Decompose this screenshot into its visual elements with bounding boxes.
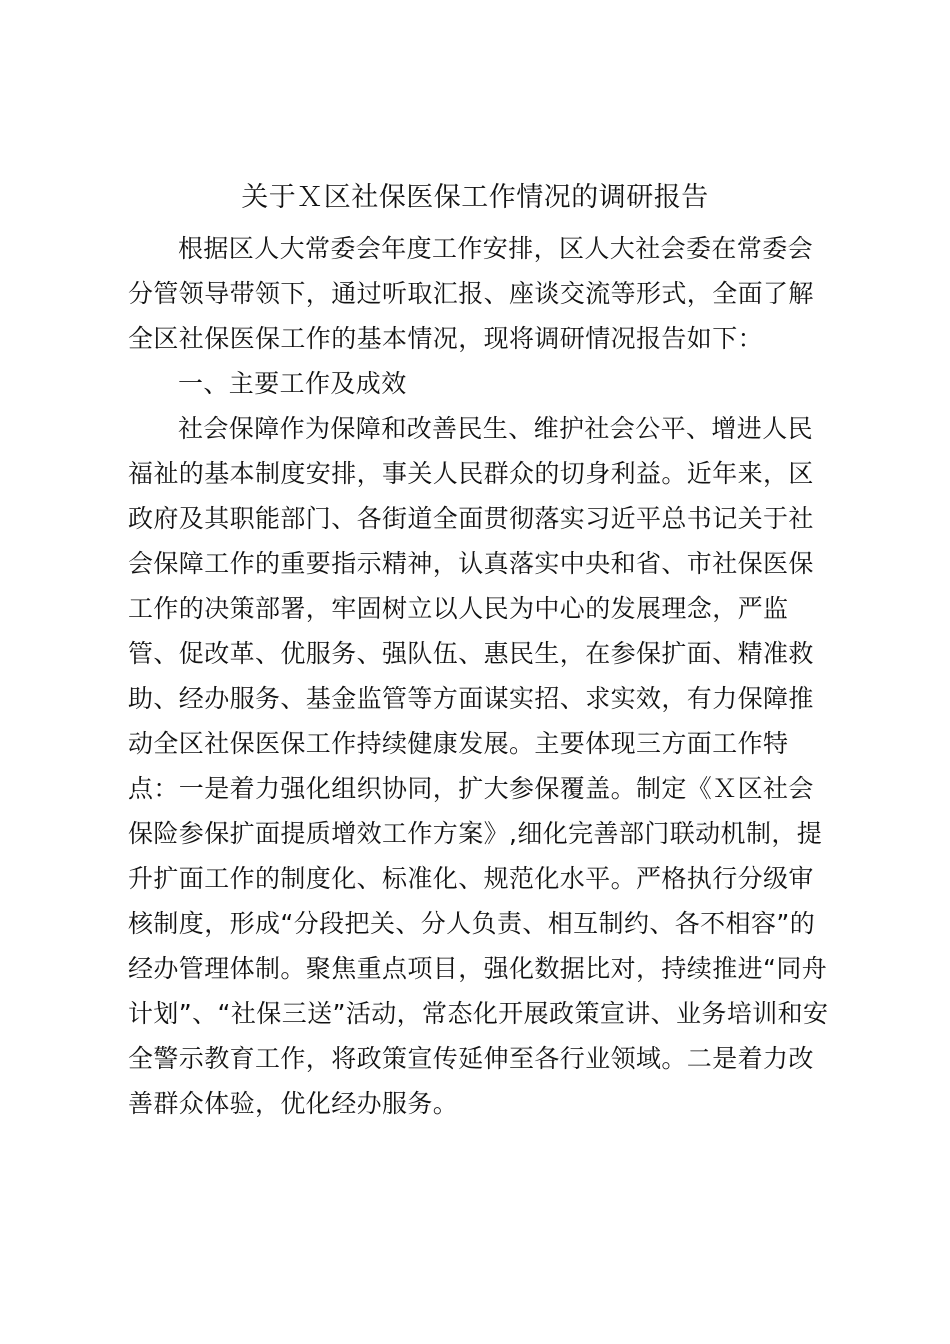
paragraph-line: 点：一是着力强化组织协同，扩大参保覆盖。制定《Ｘ区社会 — [128, 774, 814, 803]
paragraph-line: 保险参保扩面提质增效工作方案》,细化完善部门联动机制，提 — [128, 819, 823, 848]
paragraph-line: 全区社保医保工作的基本情况，现将调研情况报告如下： — [128, 324, 764, 353]
section-heading: 一、主要工作及成效 — [178, 369, 407, 398]
paragraph-line: 助、经办服务、基金监管等方面谋实招、求实效，有力保障推 — [128, 684, 814, 713]
paragraph-line: 会保障工作的重要指示精神，认真落实中央和省、市社保医保 — [128, 549, 814, 578]
paragraph-line: 福祉的基本制度安排，事关人民群众的切身利益。近年来，区 — [128, 459, 814, 488]
paragraph-line: 全警示教育工作，将政策宣传延伸至各行业领域。二是着力改 — [128, 1044, 814, 1073]
paragraph-line: 计划”、“社保三送”活动，常态化开展政策宣讲、业务培训和安 — [128, 999, 829, 1028]
paragraph-line: 根据区人大常委会年度工作安排，区人大社会委在常委会 — [178, 234, 814, 263]
paragraph-line: 分管领导带领下，通过听取汇报、座谈交流等形式，全面了解 — [128, 279, 814, 308]
paragraph-line: 动全区社保医保工作持续健康发展。主要体现三方面工作特 — [128, 729, 789, 758]
document-title: 关于Ｘ区社保医保工作情况的调研报告 — [241, 182, 709, 213]
paragraph-line: 核制度，形成“分段把关、分人负责、相互制约、各不相容”的 — [128, 909, 816, 938]
paragraph-line: 工作的决策部署，牢固树立以人民为中心的发展理念，严监 — [128, 594, 789, 623]
paragraph-line: 经办管理体制。聚焦重点项目，强化数据比对，持续推进“同舟 — [128, 954, 828, 983]
paragraph-line: 政府及其职能部门、各街道全面贯彻落实习近平总书记关于社 — [128, 504, 814, 533]
paragraph-line: 善群众体验，优化经办服务。 — [128, 1089, 459, 1118]
paragraph-line: 升扩面工作的制度化、标准化、规范化水平。严格执行分级审 — [128, 864, 814, 893]
paragraph-line: 管、促改革、优服务、强队伍、惠民生，在参保扩面、精准救 — [128, 639, 814, 668]
paragraph-line: 社会保障作为保障和改善民生、维护社会公平、增进人民 — [178, 414, 814, 443]
document-body — [128, 226, 828, 1126]
